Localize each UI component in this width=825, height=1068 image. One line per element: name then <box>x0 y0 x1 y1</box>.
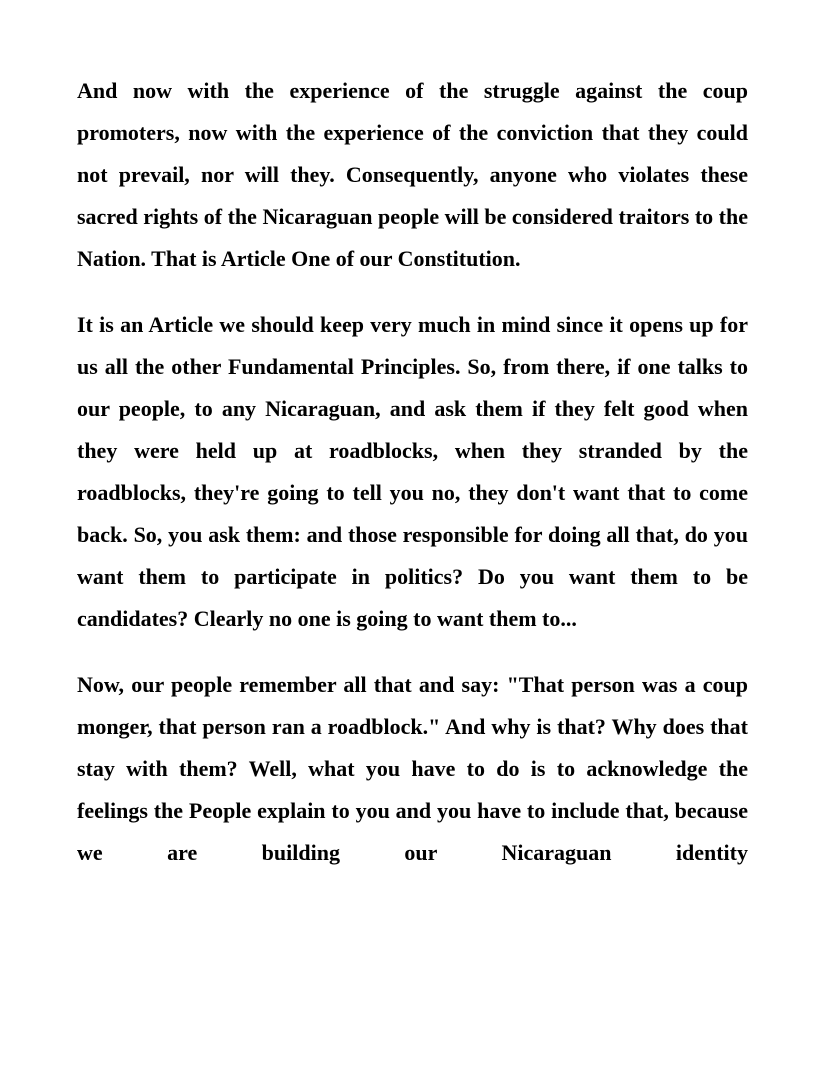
document-body <box>77 70 748 898</box>
paragraph-1: And now with the experience of the struggle against the coup promoters, now with the experience of the conviction that they could not prevail, nor will they. Consequently, anyone who violates these sacred rights of the Nicaraguan people will be considered traitors to the Nation. That is Article One of our Constitution. <box>77 78 748 271</box>
paragraph-2: It is an Article we should keep very much in mind since it opens up for us all the other Fundamental Principles. So, from there, if one talks to our people, to any Nicaraguan, and ask them if they felt good when they were held up at roadblocks, when they stranded by the roadblocks, they're going to tell you no, they don't want that to come back. So, you ask them: and those responsible for doing all that, do you want them to participate in politics? Do you want them to be candidates? Clearly no one is going to want them to... <box>77 312 748 631</box>
paragraph-3: Now, our people remember all that and say: "That person was a coup monger, that person ran a roadblock." And why is that? Why does that stay with them? Well, what you have to do is to acknowledge the feelings the People explain to you and you have to include that, because we are building our Nicaraguan identity <box>77 672 748 865</box>
